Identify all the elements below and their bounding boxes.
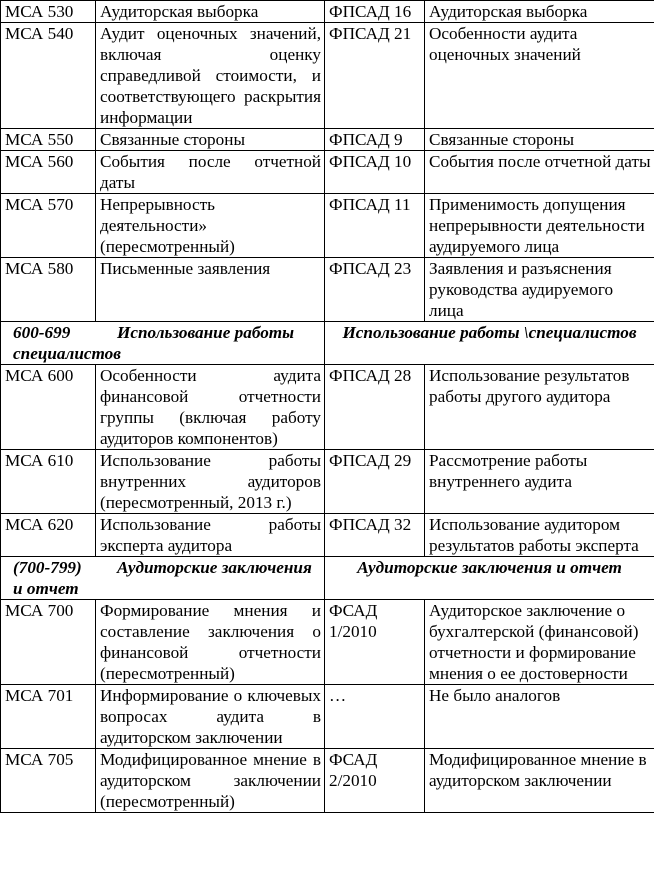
msa-code: МСА 620 bbox=[1, 514, 96, 557]
table-row bbox=[1, 600, 654, 685]
msa-code: МСА 701 bbox=[1, 685, 96, 749]
fpsad-title: Связанные стороны bbox=[425, 129, 654, 151]
msa-title: Информирование о ключевых вопросах аудита в аудиторском заключении bbox=[96, 685, 325, 749]
msa-title: Формирование мнения и составление заключения о финансовой отчетности (пересмотренный) bbox=[96, 600, 325, 685]
fpsad-code: ФСАД 2/2010 bbox=[325, 749, 425, 813]
table-row bbox=[1, 194, 654, 258]
msa-code: МСА 530 bbox=[1, 1, 96, 23]
msa-title: Особенности аудита финансовой отчетности группы (включая работу аудиторов компонентов) bbox=[96, 365, 325, 450]
fpsad-code: ФСАД 1/2010 bbox=[325, 600, 425, 685]
fpsad-title: Заявления и разъяснения руководства аудируемого лица bbox=[425, 258, 654, 322]
section-row bbox=[1, 322, 654, 365]
fpsad-title: Использование аудитором результатов работы эксперта bbox=[425, 514, 654, 557]
table-row bbox=[1, 258, 654, 322]
msa-title: События после отчетной даты bbox=[96, 151, 325, 194]
fpsad-title: Рассмотрение работы внутреннего аудита bbox=[425, 450, 654, 514]
msa-title: Непрерывность деятельности» (пересмотренный) bbox=[96, 194, 325, 258]
msa-code: МСА 610 bbox=[1, 450, 96, 514]
msa-title: Связанные стороны bbox=[96, 129, 325, 151]
fpsad-code: ФПСАД 28 bbox=[325, 365, 425, 450]
msa-code: МСА 570 bbox=[1, 194, 96, 258]
fpsad-code: ФПСАД 29 bbox=[325, 450, 425, 514]
msa-title: Использование работы эксперта аудитора bbox=[96, 514, 325, 557]
fpsad-code: ФПСАД 10 bbox=[325, 151, 425, 194]
fpsad-title: Использование результатов работы другого аудитора bbox=[425, 365, 654, 450]
table-row bbox=[1, 129, 654, 151]
fpsad-code: ФПСАД 11 bbox=[325, 194, 425, 258]
msa-title: Аудит оценочных значений, включая оценку справедливой стоимости, и соответствующего раскрытия информации bbox=[96, 23, 325, 129]
fpsad-code: ФПСАД 32 bbox=[325, 514, 425, 557]
msa-title: Использование работы внутренних аудиторов (пересмотренный, 2013 г.) bbox=[96, 450, 325, 514]
table-row bbox=[1, 365, 654, 450]
msa-code: МСА 600 bbox=[1, 365, 96, 450]
table-row bbox=[1, 514, 654, 557]
section-title-left: Аудиторские заключения и отчет bbox=[13, 558, 312, 598]
table-row bbox=[1, 151, 654, 194]
section-title-right: Использование работы \специалистов bbox=[325, 322, 654, 365]
msa-code: МСА 540 bbox=[1, 23, 96, 129]
fpsad-title: События после отчетной даты bbox=[425, 151, 654, 194]
msa-title: Письменные заявления bbox=[96, 258, 325, 322]
msa-code: МСА 580 bbox=[1, 258, 96, 322]
table-row bbox=[1, 23, 654, 129]
fpsad-title: Не было аналогов bbox=[425, 685, 654, 749]
fpsad-code: ФПСАД 23 bbox=[325, 258, 425, 322]
fpsad-title: Применимость допущения непрерывности деятельности аудируемого лица bbox=[425, 194, 654, 258]
table-row bbox=[1, 685, 654, 749]
section-range: 600-699 bbox=[13, 323, 71, 342]
msa-title: Модифицированное мнение в аудиторском заключении (пересмотренный) bbox=[96, 749, 325, 813]
table-row bbox=[1, 450, 654, 514]
section-title-right: Аудиторские заключения и отчет bbox=[325, 557, 654, 600]
msa-code: МСА 560 bbox=[1, 151, 96, 194]
fpsad-title: Аудиторская выборка bbox=[425, 1, 654, 23]
msa-code: МСА 705 bbox=[1, 749, 96, 813]
section-row bbox=[1, 557, 654, 600]
fpsad-title: Аудиторское заключение о бухгалтерской (финансовой) отчетности и формирование мнения о ее достоверности bbox=[425, 600, 654, 685]
msa-code: МСА 550 bbox=[1, 129, 96, 151]
table-row bbox=[1, 749, 654, 813]
section-range: (700-799) bbox=[13, 558, 82, 577]
fpsad-code: ФПСАД 9 bbox=[325, 129, 425, 151]
msa-title: Аудиторская выборка bbox=[96, 1, 325, 23]
section-title-left: Использование работы специалистов bbox=[13, 323, 295, 363]
fpsad-code: ФПСАД 21 bbox=[325, 23, 425, 129]
section-left bbox=[1, 322, 325, 365]
fpsad-code: … bbox=[325, 685, 425, 749]
fpsad-code: ФПСАД 16 bbox=[325, 1, 425, 23]
section-left bbox=[1, 557, 325, 600]
msa-code: МСА 700 bbox=[1, 600, 96, 685]
fpsad-title: Модифицированное мнение в аудиторском заключении bbox=[425, 749, 654, 813]
table-row bbox=[1, 1, 654, 23]
fpsad-title: Особенности аудита оценочных значений bbox=[425, 23, 654, 129]
